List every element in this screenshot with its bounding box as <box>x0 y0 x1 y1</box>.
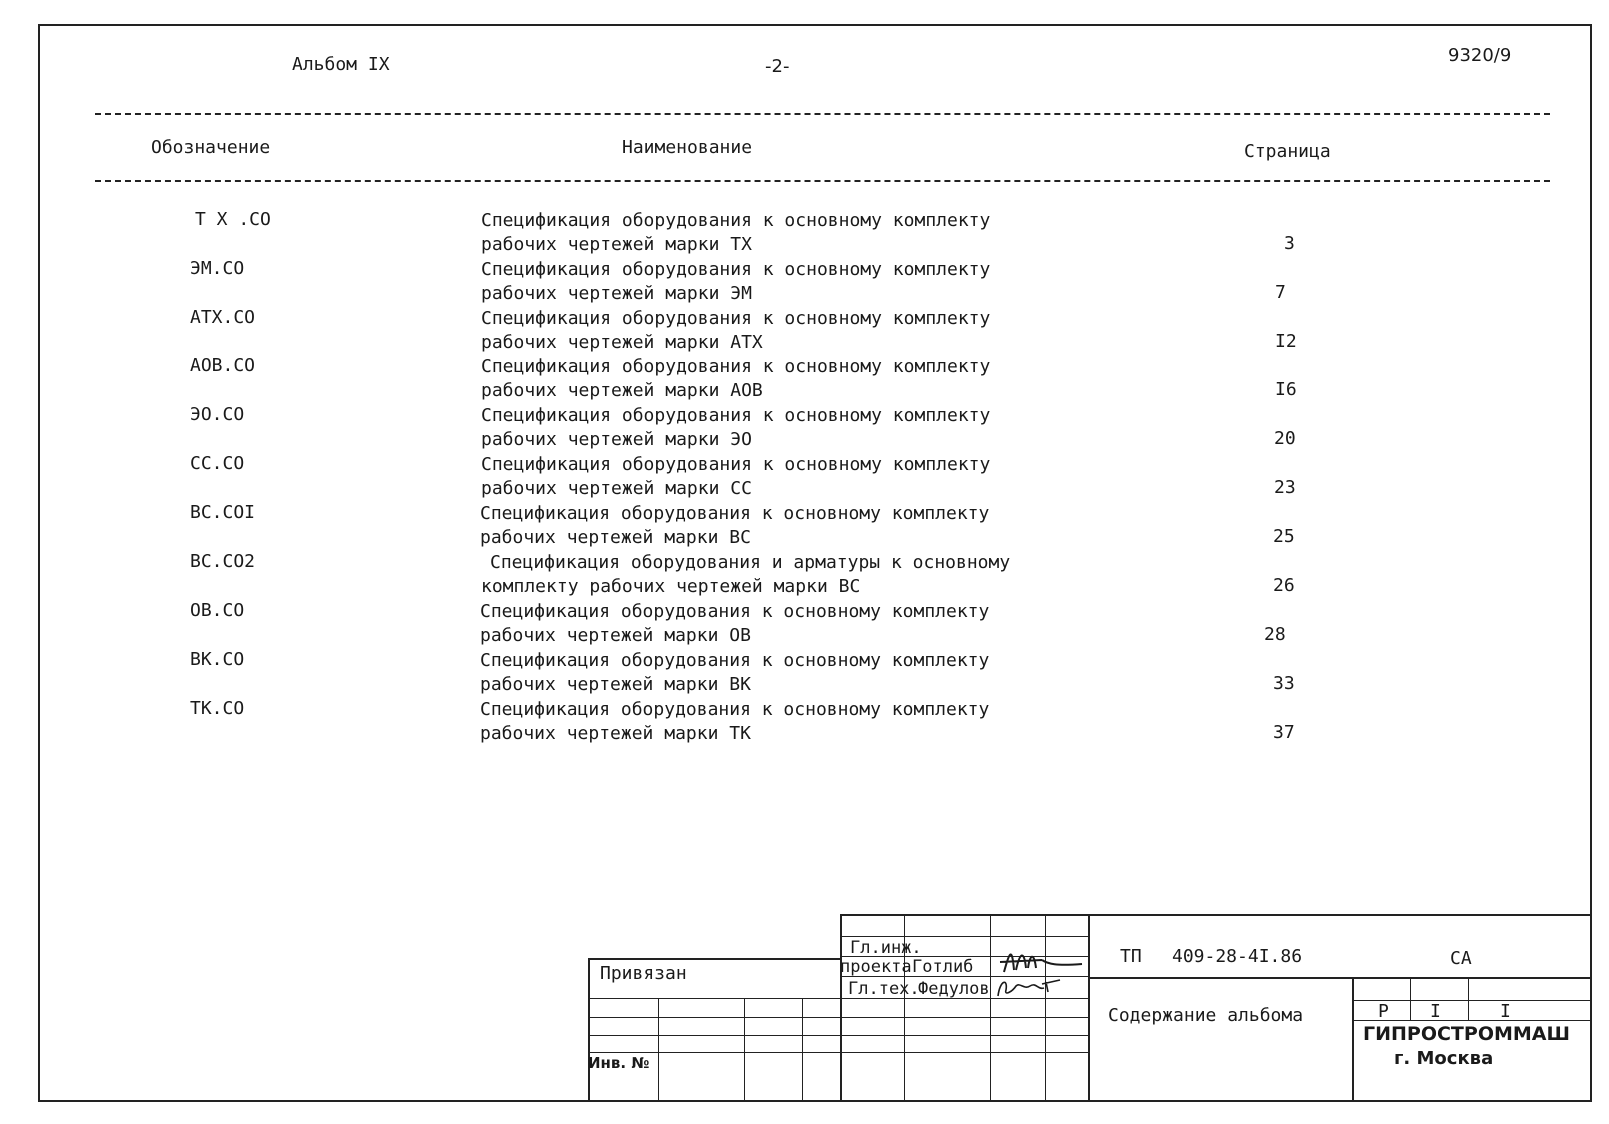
chief-tech-label: Гл.тех. <box>848 979 920 999</box>
table-row <box>0 698 1609 747</box>
table-row <box>0 258 1609 307</box>
row-code: ТК.СО <box>190 698 245 719</box>
tb-line <box>588 1035 1088 1036</box>
doc-number: 9320/9 <box>1448 45 1512 66</box>
sheet-bottom-border <box>38 1100 1592 1102</box>
table-row <box>0 209 1609 258</box>
doc-prefix: ТП <box>1120 946 1142 967</box>
table-row <box>0 600 1609 649</box>
row-page: 7 <box>1275 282 1286 303</box>
row-code: ВС.СОI <box>190 502 256 523</box>
inv-no-label: Инв. № <box>588 1054 650 1072</box>
tb-line <box>1088 977 1592 979</box>
tb-line <box>1410 977 1411 1020</box>
album-label: Альбом IX <box>292 54 390 75</box>
sheets: I <box>1500 1001 1511 1022</box>
column-page: Страница <box>1244 141 1331 162</box>
signature-gotlib-icon <box>996 944 1086 976</box>
row-name: Спецификация оборудования и арматуры к основному комплекту рабочих чертежей марки ВС <box>481 552 1011 597</box>
sheet: I <box>1430 1001 1441 1022</box>
row-page: I2 <box>1275 331 1297 352</box>
row-code: СС.СО <box>190 453 245 474</box>
row-code: ЭМ.СО <box>190 258 245 279</box>
row-code: ЭО.СО <box>190 404 245 425</box>
doc-code: 409-28-4I.86 <box>1172 946 1303 967</box>
row-code: АОВ.СО <box>190 355 256 376</box>
tb-line <box>588 1017 1088 1018</box>
org-name: ГИПРОСТРОММАШ <box>1363 1023 1570 1045</box>
tb-line <box>1088 914 1090 1101</box>
tb-line <box>1468 977 1469 1020</box>
tb-line <box>1045 914 1046 1101</box>
row-page: 28 <box>1264 624 1286 645</box>
tb-line <box>588 958 590 1101</box>
table-row <box>0 404 1609 453</box>
row-name: Спецификация оборудования к основному комплекту рабочих чертежей марки ЭМ <box>481 259 991 304</box>
chief-eng-label-2: проекта <box>840 957 912 977</box>
bound-label: Привязан <box>600 963 687 984</box>
tb-line <box>840 914 842 1101</box>
row-name: Спецификация оборудования к основному комплекту рабочих чертежей марки ОВ <box>480 601 990 646</box>
row-page: 33 <box>1273 673 1295 694</box>
chief-tech-name: Федулов <box>918 979 990 999</box>
tb-line <box>744 998 745 1101</box>
header-top-divider <box>95 113 1550 115</box>
table-row <box>0 453 1609 502</box>
row-page: I6 <box>1275 379 1297 400</box>
table-row <box>0 307 1609 356</box>
table-row <box>0 551 1609 600</box>
header-bottom-divider <box>95 180 1550 182</box>
row-name: Спецификация оборудования к основному комплекту рабочих чертежей марки АОВ <box>481 356 991 401</box>
table-row <box>0 649 1609 698</box>
table-row <box>0 502 1609 551</box>
row-code: ОВ.СО <box>190 600 245 621</box>
row-code: АТХ.СО <box>190 307 256 328</box>
column-name: Наименование <box>622 137 753 158</box>
row-page: 26 <box>1273 575 1295 596</box>
row-code: ВК.СО <box>190 649 245 670</box>
row-page: 20 <box>1274 428 1296 449</box>
table-row <box>0 355 1609 404</box>
row-name: Спецификация оборудования к основному комплекту рабочих чертежей марки АТХ <box>481 308 991 353</box>
chief-eng-label-1: Гл.инж. <box>850 938 922 958</box>
doc-title: Содержание альбома <box>1108 1005 1304 1026</box>
row-name: Спецификация оборудования к основному комплекту рабочих чертежей марки ВК <box>480 650 990 695</box>
tb-line <box>840 936 1088 937</box>
tb-line <box>658 998 659 1101</box>
row-code: Т Х .СО <box>195 209 271 230</box>
row-name: Спецификация оборудования к основному комплекту рабочих чертежей марки ТК <box>480 699 990 744</box>
page-number: -2- <box>765 56 790 77</box>
tb-line <box>990 914 991 1101</box>
row-page: 37 <box>1273 722 1295 743</box>
column-designation: Обозначение <box>151 137 271 158</box>
row-name: Спецификация оборудования к основному комплекту рабочих чертежей марки СС <box>481 454 991 499</box>
sheet-mark: СА <box>1450 948 1472 969</box>
tb-line <box>802 998 803 1101</box>
row-page: 3 <box>1284 233 1295 254</box>
row-page: 25 <box>1273 526 1295 547</box>
chief-eng-name: Готлиб <box>912 957 974 977</box>
row-name: Спецификация оборудования к основному комплекту рабочих чертежей марки ВС <box>480 503 990 548</box>
row-name: Спецификация оборудования к основному комплекту рабочих чертежей марки ЭО <box>481 405 991 450</box>
row-code: ВС.СО2 <box>190 551 256 572</box>
row-page: 23 <box>1274 477 1296 498</box>
tb-line <box>588 1052 1088 1053</box>
tb-line <box>840 914 1592 916</box>
tb-line <box>1352 977 1354 1101</box>
row-name: Спецификация оборудования к основному комплекту рабочих чертежей марки ТХ <box>481 210 991 255</box>
stage: Р <box>1378 1001 1389 1022</box>
tb-line <box>588 958 840 960</box>
org-city: г. Москва <box>1394 1048 1494 1069</box>
signature-fedulov-icon <box>994 974 1064 1000</box>
